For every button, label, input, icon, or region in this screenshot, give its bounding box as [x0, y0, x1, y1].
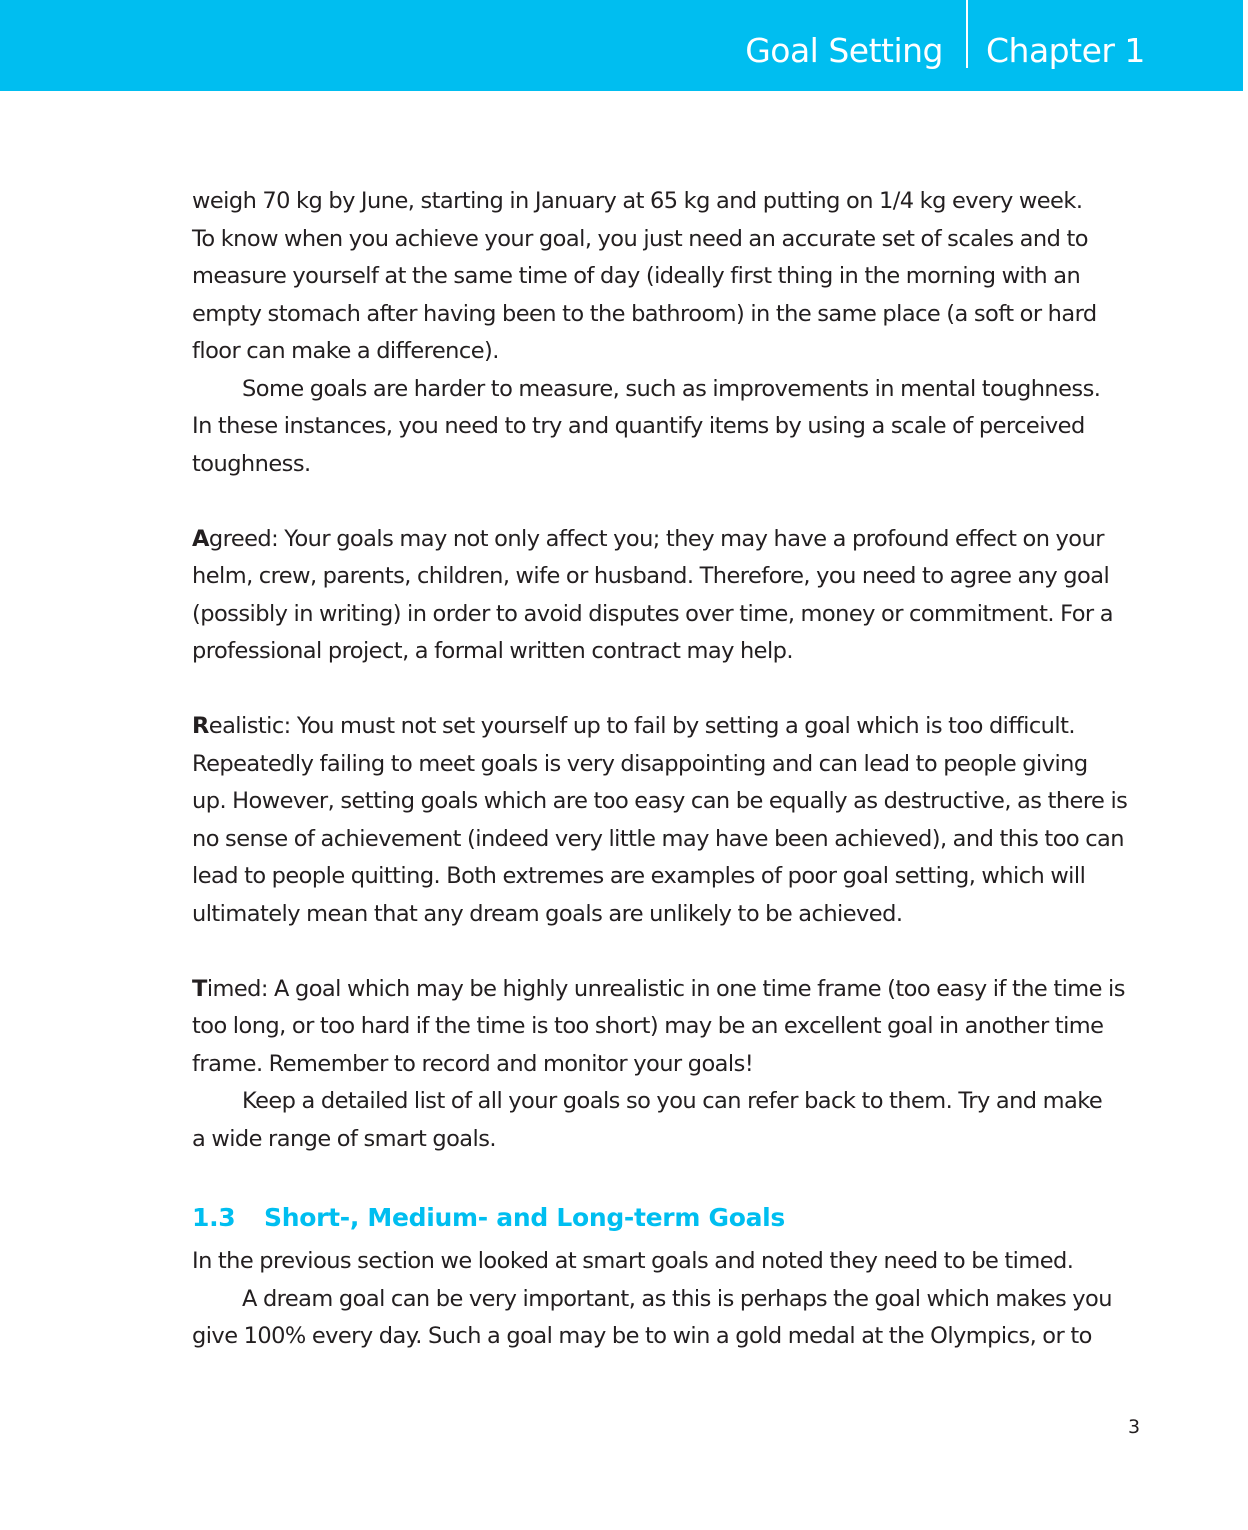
text-line: In the previous section we looked at smart goals and noted they need to be timed.	[192, 1248, 1074, 1274]
lead-letter: A	[192, 525, 209, 552]
paragraph-timed	[192, 971, 1152, 1159]
text-line: ultimately mean that any dream goals are unlikely to be achieved.	[192, 900, 903, 927]
text-line: measure yourself at the same time of day (ideally first thing in the morning with an	[192, 263, 1081, 289]
section-title: Short-, Medium- and Long-term Goals	[264, 1203, 786, 1232]
text-line: professional project, a formal written contract may help.	[192, 638, 793, 664]
text-line: empty stomach after having been to the bathroom) in the same place (a soft or hard	[192, 300, 1097, 327]
text-line: (possibly in writing) in order to avoid disputes over time, money or commitment. For a	[192, 600, 1113, 627]
section-number: 1.3	[192, 1203, 236, 1232]
page-body	[192, 183, 1152, 1356]
text-line: Keep a detailed list of all your goals so you can refer back to them. Try and make	[242, 1088, 1103, 1114]
text-line	[192, 971, 1152, 1009]
paragraph-gap	[192, 671, 1152, 709]
text-line: lead to people quitting. Both extremes are examples of poor goal setting, which will	[192, 863, 1086, 889]
page-number: 3	[1128, 1416, 1141, 1438]
text-line	[192, 521, 1152, 559]
text-line: In these instances, you need to try and quantify items by using a scale of perceived	[192, 413, 1085, 439]
paragraph-hard-to-measure	[192, 371, 1152, 484]
paragraph-measurement-example	[192, 183, 1152, 371]
paragraph-agreed	[192, 521, 1152, 671]
header-section-title: Goal Setting	[745, 31, 943, 70]
text-line: To know when you achieve your goal, you just need an accurate set of scales and to	[192, 225, 1088, 252]
text-line: too long, or too hard if the time is too short) may be an excellent goal in another time	[192, 1013, 1104, 1039]
text-line: floor can make a difference).	[192, 338, 499, 364]
header-chapter-label: Chapter 1	[986, 31, 1145, 70]
text-line: up. However, setting goals which are too easy can be equally as destructive, as there is	[192, 788, 1128, 814]
text-line: give 100% every day. Such a goal may be to win a gold medal at the Olympics, or to	[192, 1323, 1092, 1349]
section-heading	[192, 1201, 1152, 1235]
text-line: helm, crew, parents, children, wife or husband. Therefore, you need to agree any goal	[192, 563, 1110, 589]
line-text: imed: A goal which may be highly unrealistic in one time frame (too easy if the time is	[206, 975, 1125, 1002]
running-header	[0, 0, 1243, 91]
lead-letter: T	[192, 975, 207, 1002]
paragraph-section-intro	[192, 1243, 1152, 1356]
paragraph-gap	[192, 483, 1152, 521]
text-line: frame. Remember to record and monitor your goals!	[192, 1050, 754, 1077]
text-line: a wide range of smart goals.	[192, 1125, 496, 1152]
paragraph-gap	[192, 933, 1152, 971]
line-text: greed: Your goals may not only affect you; they may have a profound effect on your	[208, 525, 1104, 552]
text-line: A dream goal can be very important, as this is perhaps the goal which makes you	[242, 1285, 1112, 1312]
paragraph-realistic	[192, 708, 1152, 933]
text-line: Some goals are harder to measure, such as improvements in mental toughness.	[242, 375, 1101, 402]
text-line: Repeatedly failing to meet goals is very disappointing and can lead to people giving	[192, 750, 1088, 777]
text-line: weigh 70 kg by June, starting in January at 65 kg and putting on 1/4 kg every week.	[192, 188, 1083, 214]
line-text: ealistic: You must not set yourself up to fail by setting a goal which is too difficult.	[208, 713, 1075, 739]
text-line: no sense of achievement (indeed very little may have been achieved), and this too can	[192, 825, 1124, 852]
text-line: toughness.	[192, 450, 311, 477]
header-divider	[966, 0, 968, 68]
text-line	[192, 708, 1152, 746]
lead-letter: R	[192, 713, 209, 739]
